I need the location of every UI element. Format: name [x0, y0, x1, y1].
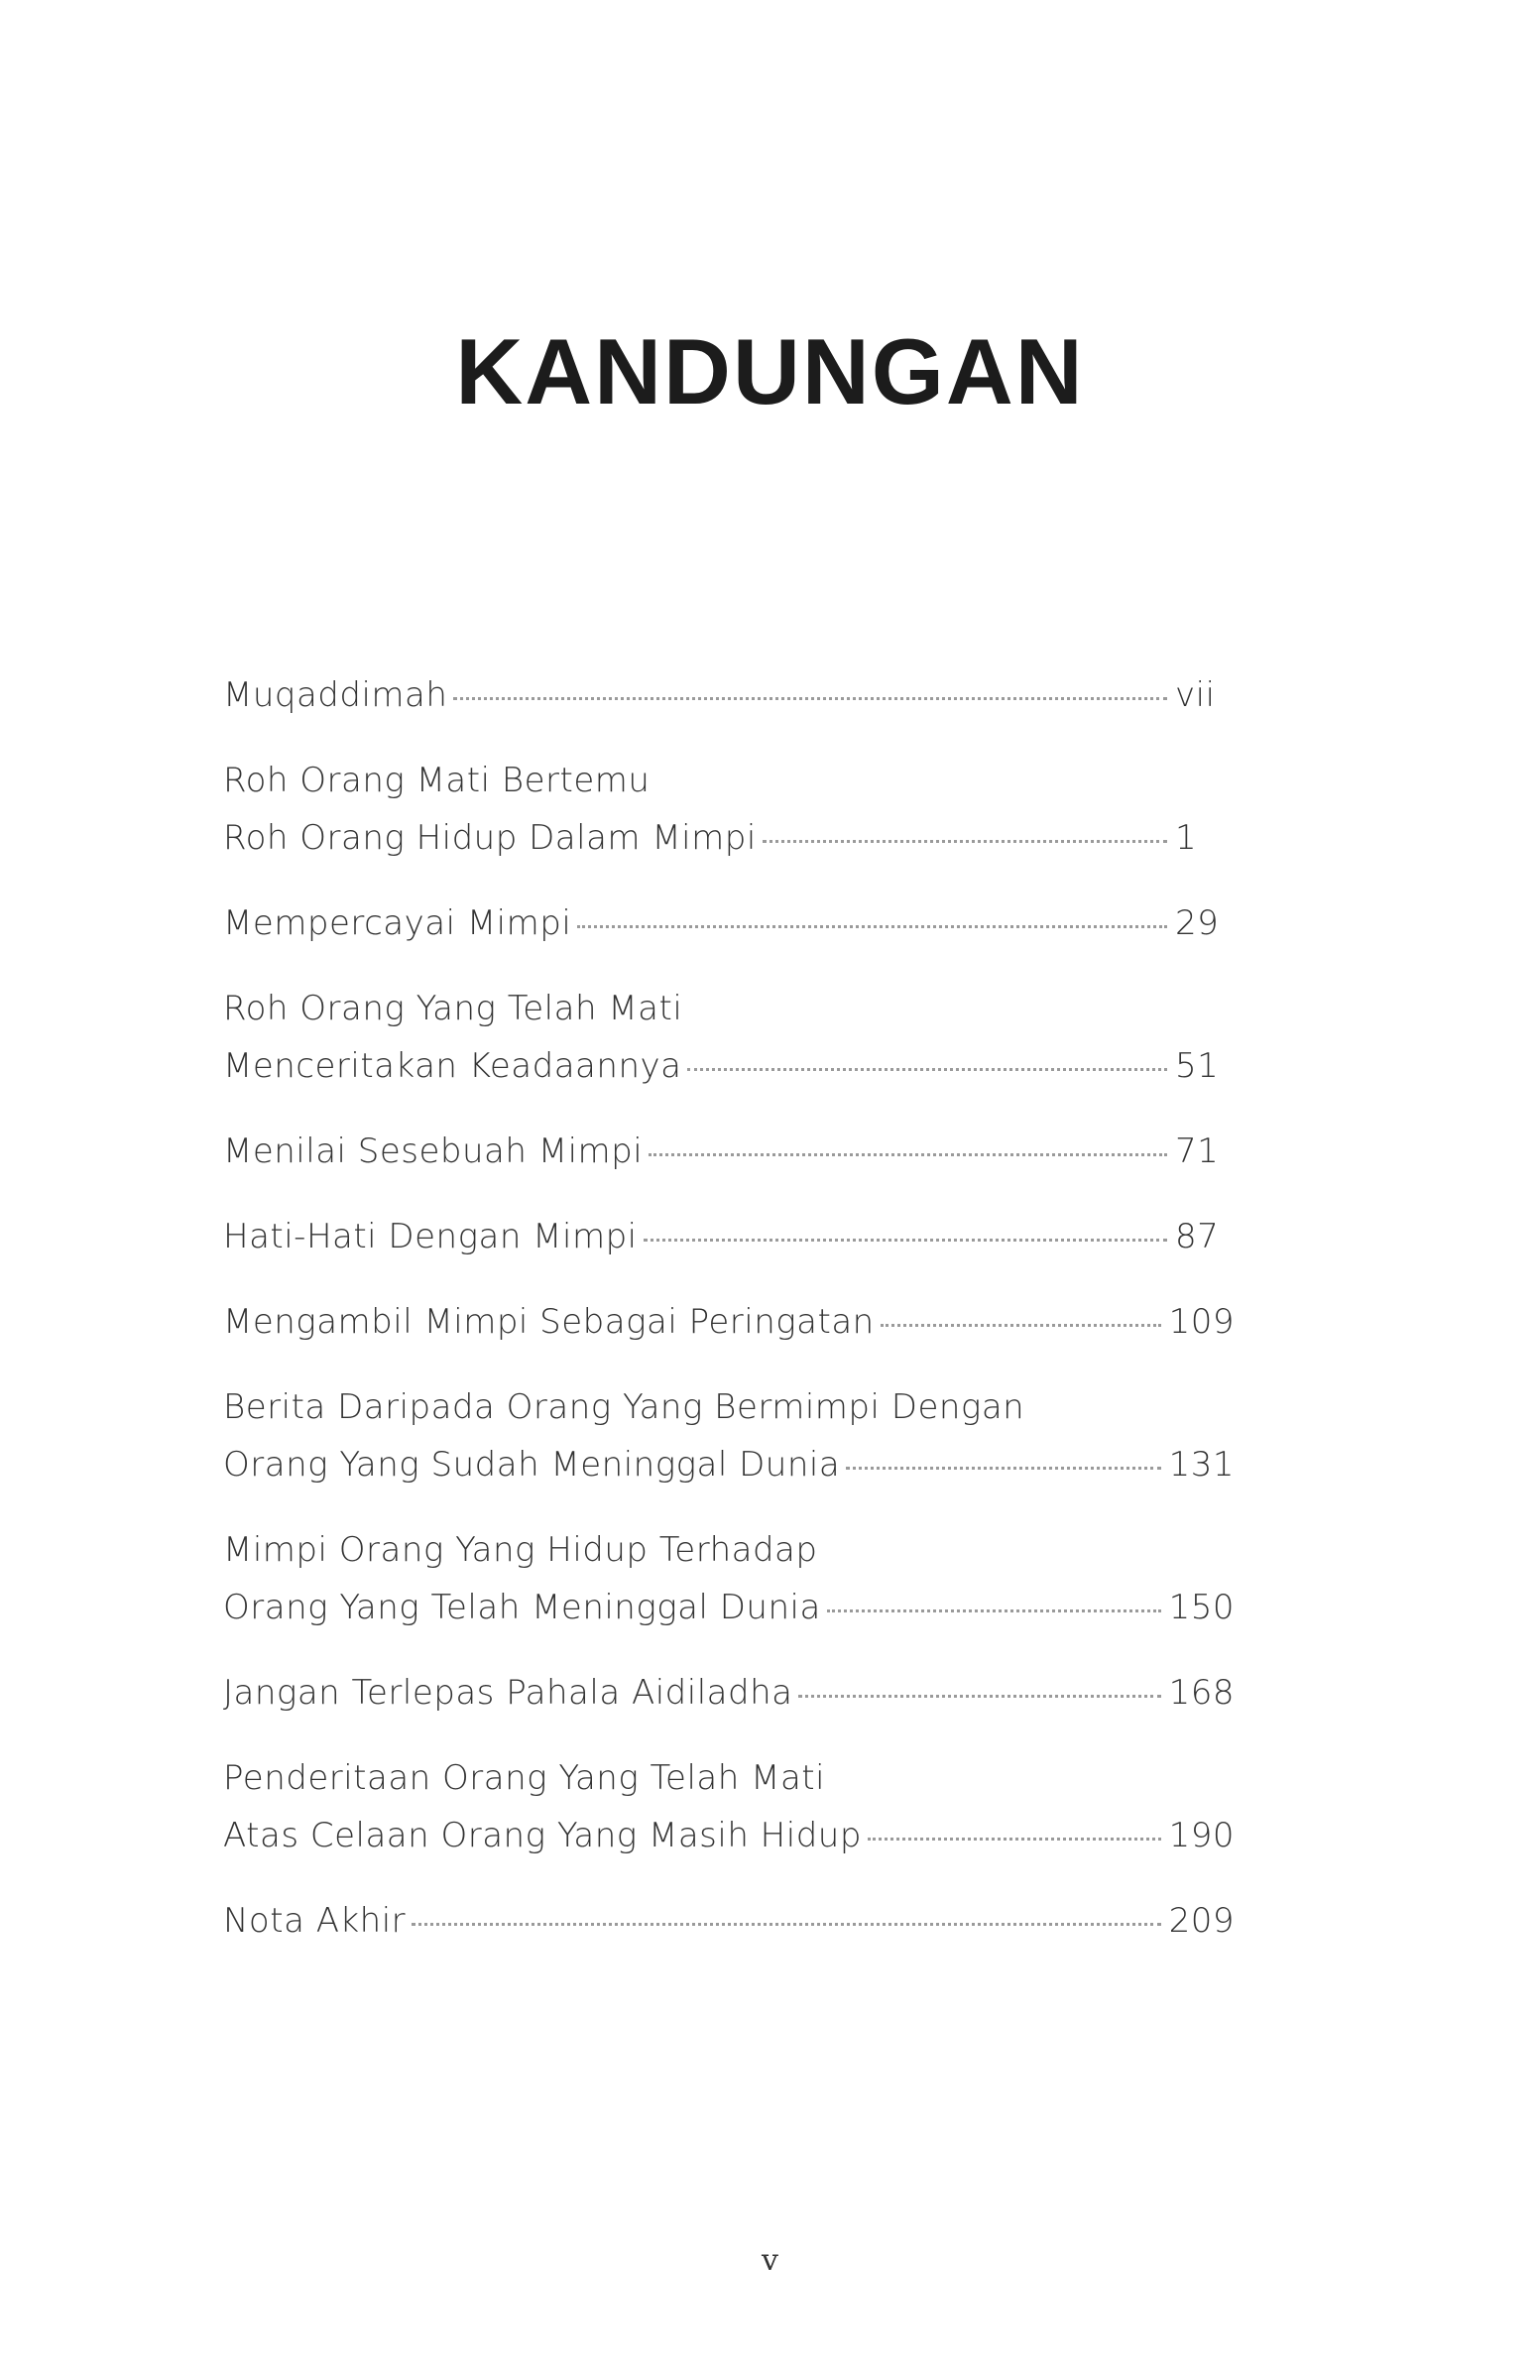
toc-page-number: vii [1175, 675, 1216, 715]
toc-entry-title: Penderitaan Orang Yang Telah Mati [223, 1758, 826, 1798]
toc-entry [223, 666, 1235, 724]
page-title: KANDUNGAN [455, 319, 1085, 423]
toc-entry-title: Orang Yang Sudah Meninggal Dunia [223, 1445, 841, 1485]
dot-leader [881, 1324, 1161, 1327]
toc-entry-line [223, 1293, 1235, 1351]
toc-entry [223, 1293, 1235, 1351]
toc-page-number: 190 [1168, 1816, 1235, 1855]
dot-leader [687, 1068, 1167, 1071]
toc-entry [223, 1521, 1235, 1636]
toc-page-number: 87 [1175, 1217, 1220, 1256]
toc-entry-title: Menceritakan Keadaannya [223, 1046, 682, 1086]
toc-entry-title: Berita Daripada Orang Yang Bermimpi Dengan [223, 1387, 1025, 1427]
toc-entry [223, 1208, 1235, 1265]
dot-leader [412, 1923, 1160, 1926]
dot-leader [649, 1153, 1167, 1156]
toc-entry-title: Orang Yang Telah Meninggal Dunia [223, 1588, 821, 1627]
toc-entry-title: Mempercayai Mimpi [223, 903, 572, 943]
toc-page-number: 1 [1175, 818, 1198, 858]
toc-entry-line [223, 1664, 1235, 1722]
toc-page-number: 209 [1168, 1901, 1235, 1941]
toc-entry-title: Roh Orang Yang Telah Mati [223, 989, 683, 1028]
toc-entry-line [223, 1037, 1235, 1095]
toc-entry-line [223, 1208, 1235, 1265]
toc-entry-line [223, 1892, 1235, 1950]
toc-entry [223, 1664, 1235, 1722]
dot-leader [644, 1239, 1167, 1242]
toc-entry [223, 752, 1235, 867]
toc-entry-line [223, 666, 1235, 724]
toc-entry [223, 1123, 1235, 1180]
toc-page-number: 29 [1175, 903, 1220, 943]
toc-page-number: 131 [1168, 1445, 1235, 1485]
toc-page-number: 150 [1168, 1588, 1235, 1627]
toc-entry-line [223, 1436, 1235, 1493]
toc-entry [223, 980, 1235, 1095]
dot-leader [868, 1838, 1161, 1841]
toc-entry-title: Menilai Sesebuah Mimpi [223, 1131, 644, 1171]
dot-leader [798, 1695, 1160, 1698]
toc-page-number: 51 [1175, 1046, 1220, 1086]
toc-entry-title: Atas Celaan Orang Yang Masih Hidup [223, 1816, 862, 1855]
toc-entry [223, 894, 1235, 952]
table-of-contents [223, 666, 1235, 1977]
toc-entry-title: Hati-Hati Dengan Mimpi [223, 1217, 638, 1256]
toc-page-number: 109 [1168, 1302, 1235, 1342]
toc-entry-title: Jangan Terlepas Pahala Aidiladha [223, 1673, 793, 1713]
toc-entry-title: Muqaddimah [223, 675, 448, 715]
toc-entry-line [223, 894, 1235, 952]
toc-entry-title: Nota Akhir [223, 1901, 407, 1941]
toc-entry-title: Mimpi Orang Yang Hidup Terhadap [223, 1530, 818, 1570]
toc-entry-title: Roh Orang Mati Bertemu [223, 761, 651, 800]
toc-page-number: 71 [1175, 1131, 1220, 1171]
dot-leader [453, 697, 1167, 700]
toc-entry [223, 1378, 1235, 1493]
dot-leader [763, 840, 1167, 843]
page-number: v [762, 2243, 778, 2278]
dot-leader [827, 1609, 1161, 1612]
toc-entry-line [223, 1123, 1235, 1180]
toc-entry-line [223, 1579, 1235, 1636]
toc-entry-title: Mengambil Mimpi Sebagai Peringatan [223, 1302, 875, 1342]
dot-leader [577, 925, 1167, 928]
toc-page-number: 168 [1168, 1673, 1235, 1713]
toc-entry-line [223, 1807, 1235, 1864]
toc-entry-title: Roh Orang Hidup Dalam Mimpi [223, 818, 757, 858]
toc-entry [223, 1749, 1235, 1864]
toc-entry-line [223, 809, 1235, 867]
toc-entry [223, 1892, 1235, 1950]
dot-leader [846, 1467, 1160, 1470]
